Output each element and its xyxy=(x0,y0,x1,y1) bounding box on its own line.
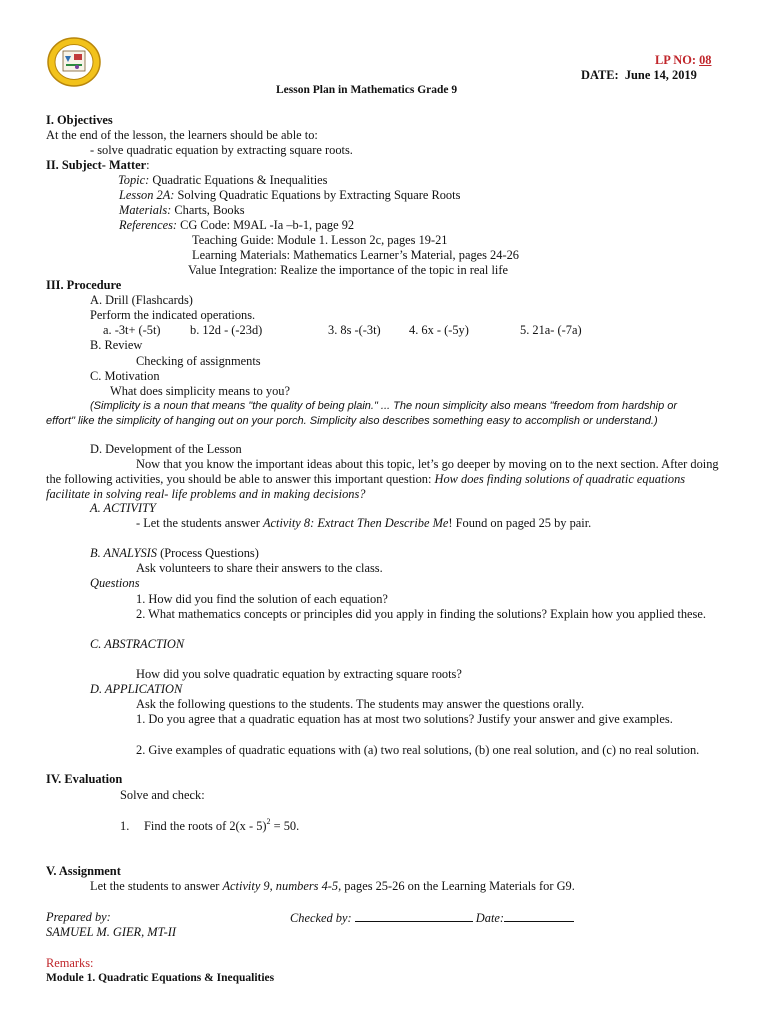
development-paragraph xyxy=(46,457,726,502)
activity-title: A. ACTIVITY xyxy=(90,501,156,515)
assignment-prefix: Let the students to answer xyxy=(90,879,223,893)
preparer-name: SAMUEL M. GIER, MT-II xyxy=(46,925,176,939)
evaluation-item xyxy=(144,819,299,834)
assignment-line xyxy=(90,879,575,894)
date-line xyxy=(581,68,697,83)
prepared-by-label: Prepared by: xyxy=(46,910,111,924)
activity-suffix: ! Found on paged 25 by pair. xyxy=(448,516,592,530)
reference-teaching-guide: Teaching Guide: Module 1. Lesson 2c, pages 19-21 xyxy=(192,233,448,247)
school-seal-logo xyxy=(46,36,102,88)
application-title: D. APPLICATION xyxy=(90,682,183,696)
activity-name: Activity 8: Extract Then Describe Me xyxy=(262,516,449,530)
assignment-suffix: , pages 25-26 on the Learning Materials for G9. xyxy=(338,879,575,893)
lp-number-line xyxy=(655,53,711,68)
lesson-line xyxy=(119,188,460,203)
objectives-item: - solve quadratic equation by extracting square roots. xyxy=(90,143,353,157)
checked-by-line xyxy=(290,910,574,926)
assignment-activity: Activity 9, numbers 4-5 xyxy=(222,879,339,893)
activity-prefix: - Let the students answer xyxy=(136,516,263,530)
objectives-intro: At the end of the lesson, the learners should be able to: xyxy=(46,128,318,142)
date-label: DATE: xyxy=(581,68,619,82)
checked-date-label: Date: xyxy=(475,911,505,925)
materials-line xyxy=(119,203,245,218)
analysis-question-1: 1. How did you find the solution of each equation? xyxy=(136,592,388,606)
references-line xyxy=(119,218,354,233)
checked-by-label: Checked by: xyxy=(290,911,352,925)
development-text: Now that you know the important ideas about this topic, let’s go deeper by moving on to the next section. After doing the following activities, you should be able to answer this important question: xyxy=(46,457,719,486)
activity-line xyxy=(136,516,591,531)
lesson-value: Solving Quadratic Equations by Extracting Square Roots xyxy=(174,188,461,202)
evaluation-item-number: 1. xyxy=(120,819,130,833)
development-title: D. Development of the Lesson xyxy=(90,442,242,456)
drill-title: A. Drill (Flashcards) xyxy=(90,293,193,307)
remarks-label: Remarks: xyxy=(46,956,94,970)
abstraction-question: How did you solve quadratic equation by extracting square roots? xyxy=(136,667,462,681)
review-text: Checking of assignments xyxy=(136,354,261,368)
motivation-question: What does simplicity means to you? xyxy=(110,384,290,398)
assignment-heading: V. Assignment xyxy=(46,864,121,878)
page-title: Lesson Plan in Mathematics Grade 9 xyxy=(276,84,458,96)
analysis-line xyxy=(90,546,259,561)
analysis-text: Ask volunteers to share their answers to the class. xyxy=(136,561,383,575)
lp-label: LP NO: xyxy=(655,53,696,67)
drill-item: b. 12d - (-23d) xyxy=(190,323,263,337)
topic-line xyxy=(118,173,327,188)
motivation-note: (Simplicity is a noun that means "the quality of being plain." ... The noun simplicity also means "freedom from hardship or effort" like the simplicity of hanging out on your porch. Simplicity also describes something easy to accomplish or understand.) xyxy=(46,400,678,427)
application-text: Ask the following questions to the students. The students may answer the questions orally. xyxy=(136,697,585,711)
analysis-title: B. ANALYSIS xyxy=(90,546,157,560)
motivation-title: C. Motivation xyxy=(90,369,160,383)
abstraction-title: C. ABSTRACTION xyxy=(90,637,185,651)
reference-value-integration: Value Integration: Realize the importance of the topic in real life xyxy=(188,263,508,277)
drill-instruction: Perform the indicated operations. xyxy=(90,308,256,322)
materials-label: Materials: xyxy=(119,203,172,217)
reference-learning-materials: Learning Materials: Mathematics Learner’s Material, pages 24-26 xyxy=(192,248,519,262)
lesson-label: Lesson 2A: xyxy=(119,188,175,202)
materials-value: Charts, Books xyxy=(171,203,245,217)
subject-matter-line xyxy=(46,158,150,173)
references-label: References: xyxy=(119,218,178,232)
subject-matter-heading: II. Subject- Matter xyxy=(46,158,147,172)
evaluation-item-exponent: 2 xyxy=(266,817,271,826)
analysis-question-2: 2. What mathematics concepts or principles did you apply in finding the solutions? Explain how you applied these. xyxy=(136,607,706,621)
topic-value: Quadratic Equations & Inequalities xyxy=(149,173,328,187)
objectives-heading: I. Objectives xyxy=(46,113,113,127)
application-question-1: 1. Do you agree that a quadratic equation has at most two solutions? Justify your answer and give examples. xyxy=(136,712,673,726)
development-question: How does finding solutions of quadratic equations facilitate in solving real- life problems and in making decisions? xyxy=(46,472,686,501)
review-title: B. Review xyxy=(90,338,143,352)
checked-by-signature-line xyxy=(355,910,473,922)
drill-item: 5. 21a- (-7a) xyxy=(520,323,582,337)
drill-item: 4. 6x - (-5y) xyxy=(409,323,469,337)
questions-label: Questions xyxy=(90,576,140,590)
evaluation-instruction: Solve and check: xyxy=(120,788,205,802)
remarks-text: Module 1. Quadratic Equations & Inequalities xyxy=(46,972,275,984)
date-value: June 14, 2019 xyxy=(624,68,697,82)
subject-matter-colon: : xyxy=(146,158,150,172)
evaluation-item-text: Find the roots of 2(x - 5) xyxy=(144,819,267,833)
references-value: CG Code: M9AL -Ia –b-1, page 92 xyxy=(177,218,355,232)
evaluation-item-tail: = 50. xyxy=(270,819,300,833)
procedure-heading: III. Procedure xyxy=(46,278,122,292)
application-question-2: 2. Give examples of quadratic equations with (a) two real solutions, (b) one real solution, and (c) no real solution. xyxy=(136,743,700,757)
drill-item: a. -3t+ (-5t) xyxy=(103,323,161,337)
checked-date-line xyxy=(504,910,574,922)
topic-label: Topic: xyxy=(118,173,150,187)
analysis-sub: (Process Questions) xyxy=(157,546,259,560)
drill-item: 3. 8s -(-3t) xyxy=(328,323,381,337)
evaluation-heading: IV. Evaluation xyxy=(46,772,123,786)
lp-number: 08 xyxy=(699,53,712,67)
